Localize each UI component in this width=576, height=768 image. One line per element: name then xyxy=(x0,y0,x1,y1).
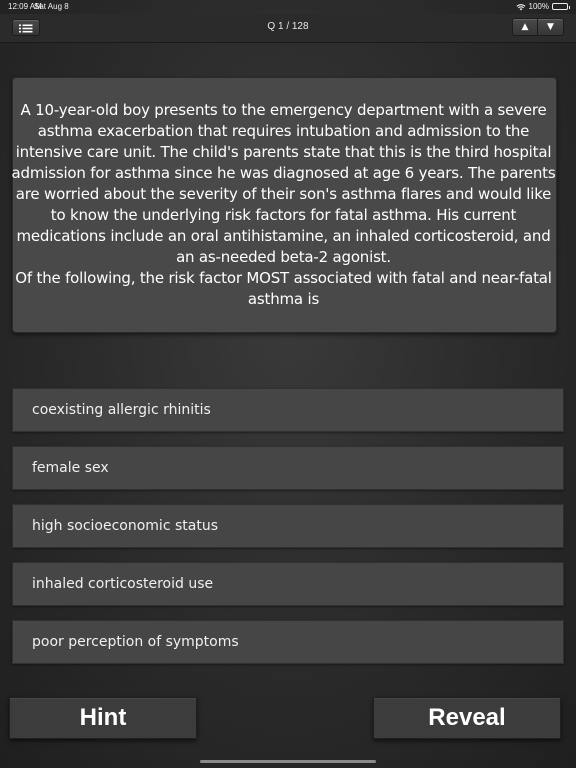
question-text xyxy=(11,100,556,310)
status-date: Sat Aug 8 xyxy=(34,2,69,11)
hint-button[interactable]: Hint xyxy=(9,697,197,739)
battery-icon xyxy=(552,3,568,10)
answer-option-1[interactable]: coexisting allergic rhinitis xyxy=(12,388,564,432)
answer-option-5[interactable]: poor perception of symptoms xyxy=(12,620,564,664)
reveal-button[interactable]: Reveal xyxy=(373,697,561,739)
status-time: 12:09 AM xyxy=(8,2,42,11)
question-counter: Q 1 / 128 xyxy=(267,21,309,32)
up-arrow-icon: ▲ xyxy=(521,21,529,32)
question-prompt: Of the following, the risk factor MOST associated with fatal and near-fatal asthma is xyxy=(15,269,552,308)
wifi-icon xyxy=(516,3,526,11)
answer-option-3[interactable]: high socioeconomic status xyxy=(12,504,564,548)
answer-option-4[interactable]: inhaled corticosteroid use xyxy=(12,562,564,606)
question-stem: A 10-year-old boy presents to the emergency department with a severe asthma exacerbation that requires intubation and admission to the intensive care unit. The child's parents state that this is the third hospital admission for asthma since he was diagnosed at age 6 years. The parents are worried about the severity of their son's asthma flares and would like to know the underlying risk factors for fatal asthma. His current medications include an oral antihistamine, an inhaled corticosteroid, and an as-needed beta-2 agonist. xyxy=(11,101,556,266)
previous-question-button[interactable] xyxy=(512,18,538,36)
answer-option-2[interactable]: female sex xyxy=(12,446,564,490)
nav-bar xyxy=(0,14,576,43)
status-bar xyxy=(0,0,576,14)
next-question-button[interactable] xyxy=(538,18,564,36)
home-indicator[interactable] xyxy=(200,760,376,763)
status-right xyxy=(516,2,568,11)
down-arrow-icon: ▼ xyxy=(547,21,554,32)
battery-percent: 100% xyxy=(528,2,549,11)
question-card xyxy=(12,77,557,333)
